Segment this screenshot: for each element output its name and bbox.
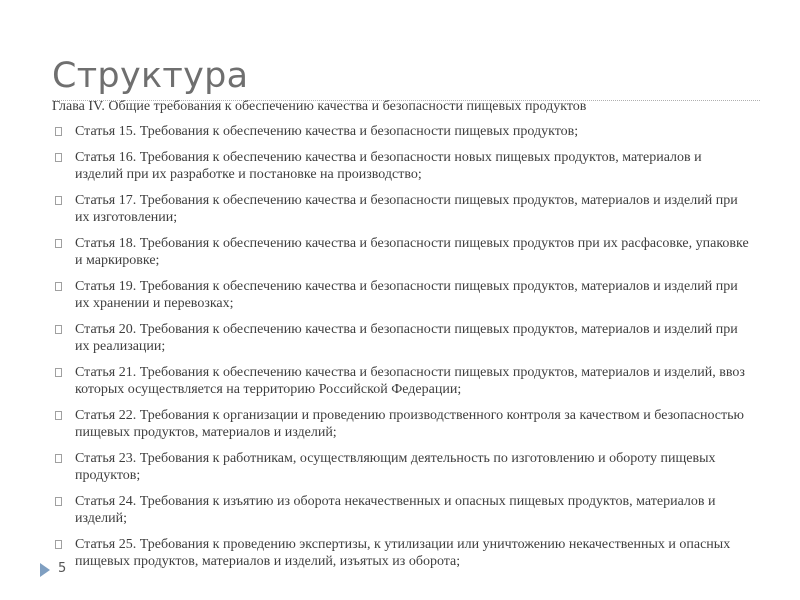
square-bullet-icon	[55, 196, 62, 205]
square-bullet-icon	[55, 411, 62, 420]
square-bullet-icon	[55, 282, 62, 291]
list-item-text: Статья 15. Требования к обеспечению качества и безопасности пищевых продуктов;	[75, 124, 579, 139]
list-item	[52, 149, 752, 184]
list-item	[52, 407, 752, 442]
list-item	[52, 321, 752, 356]
list-item-text: Статья 23. Требования к работникам, осуществляющим деятельность по изготовлению и обороту пищевых продуктов;	[75, 450, 716, 483]
list-item-text: Статья 21. Требования к обеспечению качества и безопасности пищевых продуктов, материалов и изделий, ввоз которых осуществляется на территорию Российской Федерации;	[75, 364, 745, 397]
square-bullet-icon	[55, 454, 62, 463]
slide-title: Структура	[52, 56, 249, 96]
list-item	[52, 235, 752, 270]
list-item	[52, 450, 752, 485]
chapter-subtitle: Глава IV. Общие требования к обеспечению качества и безопасности пищевых продуктов	[52, 99, 587, 114]
square-bullet-icon	[55, 239, 62, 248]
square-bullet-icon	[55, 368, 62, 377]
page-number: 5	[58, 561, 67, 576]
list-item	[52, 192, 752, 227]
list-item	[52, 536, 752, 571]
list-item	[52, 123, 752, 141]
article-list	[52, 123, 752, 579]
square-bullet-icon	[55, 127, 62, 136]
list-item-text: Статья 25. Требования к проведению экспертизы, к утилизации или уничтожению некачественных и опасных пищевых продуктов, материалов и изделий, изъятых из оборота;	[75, 536, 731, 569]
square-bullet-icon	[55, 325, 62, 334]
triangle-right-icon	[40, 563, 50, 577]
list-item	[52, 364, 752, 399]
list-item-text: Статья 20. Требования к обеспечению качества и безопасности пищевых продуктов, материалов и изделий при их реализации;	[75, 321, 738, 354]
list-item-text: Статья 22. Требования к организации и проведению производственного контроля за качеством и безопасностью пищевых продуктов, материалов и изделий;	[75, 407, 744, 440]
square-bullet-icon	[55, 497, 62, 506]
list-item-text: Статья 18. Требования к обеспечению качества и безопасности пищевых продуктов при их расфасовке, упаковке и маркировке;	[75, 235, 749, 268]
square-bullet-icon	[55, 153, 62, 162]
list-item-text: Статья 24. Требования к изъятию из оборота некачественных и опасных пищевых продуктов, материалов и изделий;	[75, 493, 716, 526]
list-item-text: Статья 16. Требования к обеспечению качества и безопасности новых пищевых продуктов, материалов и изделий при их разработке и постановке на производство;	[75, 149, 702, 182]
list-item	[52, 278, 752, 313]
list-item-text: Статья 17. Требования к обеспечению качества и безопасности пищевых продуктов, материалов и изделий при их изготовлении;	[75, 192, 738, 225]
square-bullet-icon	[55, 540, 62, 549]
list-item-text: Статья 19. Требования к обеспечению качества и безопасности пищевых продуктов, материалов и изделий при их хранении и перевозках;	[75, 278, 738, 311]
list-item	[52, 493, 752, 528]
